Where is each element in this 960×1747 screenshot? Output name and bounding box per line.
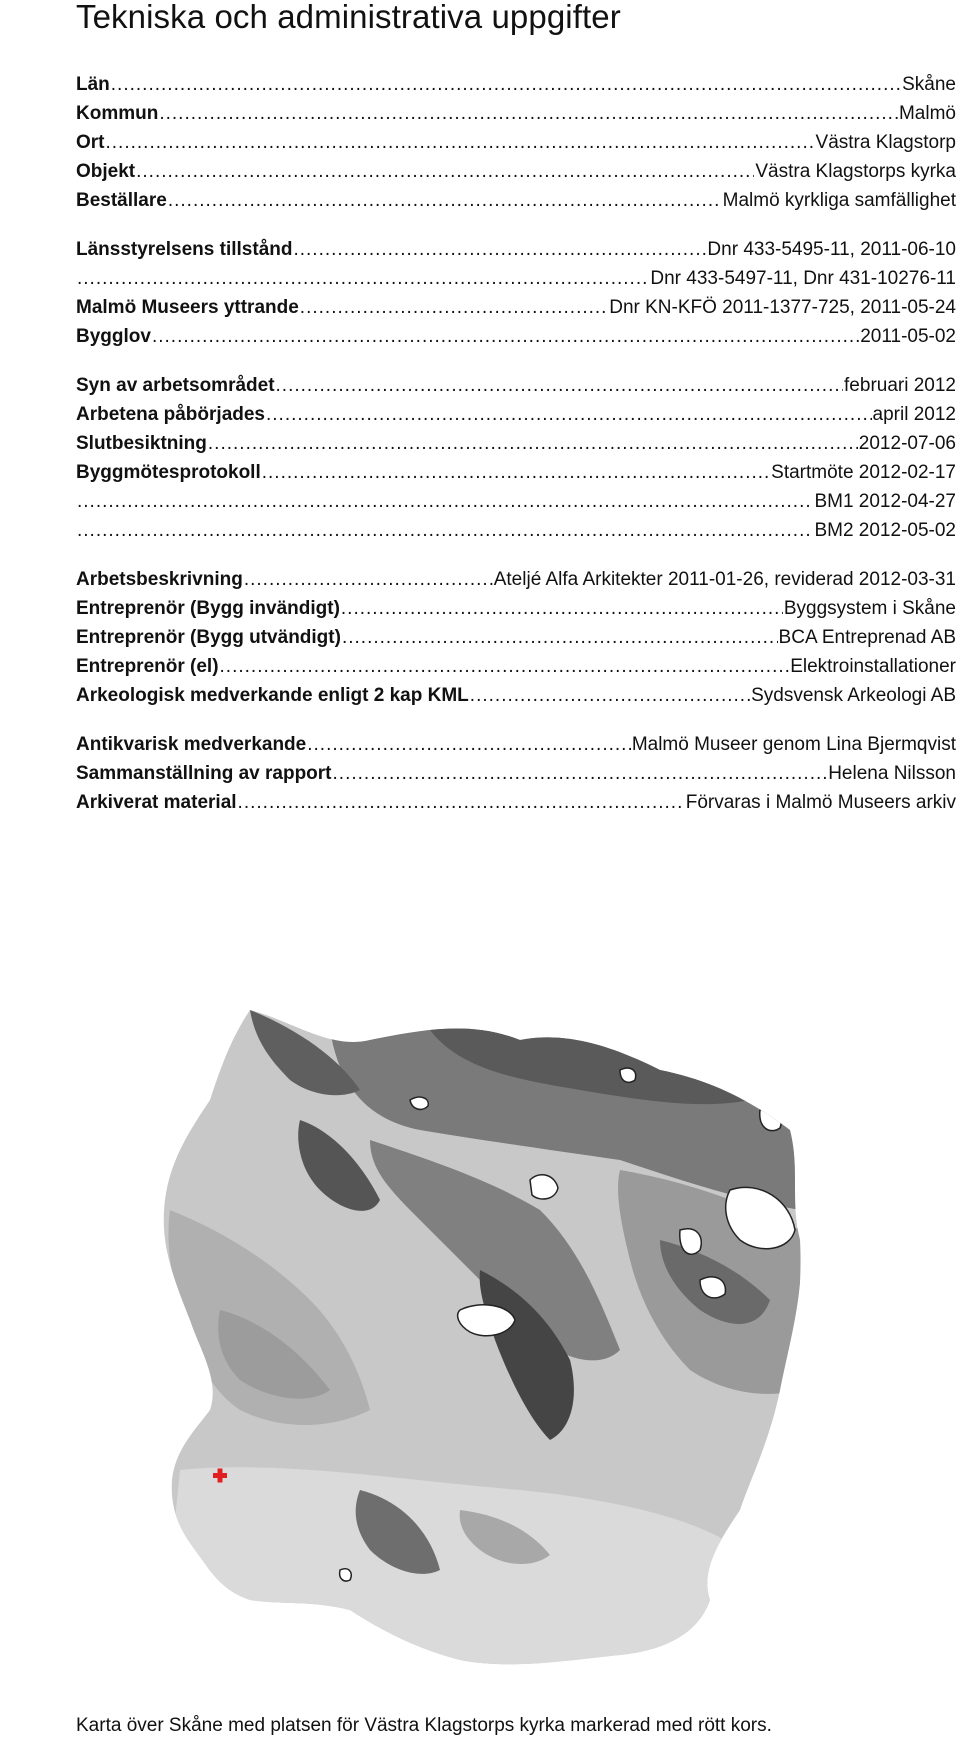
dot-leader xyxy=(77,490,813,514)
info-row-objekt xyxy=(76,155,956,184)
row-value: Skåne xyxy=(902,74,956,95)
info-row-bestallare xyxy=(76,184,956,213)
row-value: Ateljé Alfa Arkitekter 2011-01-26, reviderad 2012-03-31 xyxy=(493,569,956,590)
map-relief xyxy=(100,1010,900,1670)
row-label: Entreprenör (el) xyxy=(76,656,219,677)
row-label: Entreprenör (Bygg utvändigt) xyxy=(76,627,341,648)
row-label: Arkiverat material xyxy=(76,792,237,813)
dot-leader xyxy=(333,762,828,786)
row-value: BCA Entreprenad AB xyxy=(778,627,956,648)
row-value: Västra Klagstorp xyxy=(815,132,956,153)
info-row-lan xyxy=(76,68,956,97)
row-value: Byggsystem i Skåne xyxy=(783,598,956,619)
info-list xyxy=(76,68,956,815)
info-row-antikvarisk xyxy=(76,728,956,757)
info-row-entreprenor-utvandigt xyxy=(76,621,956,650)
row-label: Ort xyxy=(76,132,105,153)
row-value: april 2012 xyxy=(872,404,956,425)
info-row-sammanstallning xyxy=(76,757,956,786)
row-label: Byggmötesprotokoll xyxy=(76,462,261,483)
info-row-byggmote xyxy=(76,456,956,485)
dot-leader xyxy=(307,733,631,757)
dot-leader xyxy=(168,189,722,213)
dot-leader xyxy=(220,655,790,679)
row-label: Länsstyrelsens tillstånd xyxy=(76,239,293,260)
row-value: Startmöte 2012-02-17 xyxy=(771,462,956,483)
dot-leader xyxy=(342,626,778,650)
row-value: Elektroinstallationer xyxy=(790,656,956,677)
dot-leader xyxy=(77,519,813,543)
info-row-bm1 xyxy=(76,485,956,514)
map-caption: Karta över Skåne med platsen för Västra Klagstorps kyrka markerad med rött kors. xyxy=(76,1715,772,1736)
row-label: Slutbesiktning xyxy=(76,433,207,454)
row-value: Förvaras i Malmö Museers arkiv xyxy=(685,792,956,813)
dot-leader xyxy=(244,568,493,592)
info-row-lansstyrelsen-2 xyxy=(76,262,956,291)
row-label: Arbetena påbörjades xyxy=(76,404,265,425)
dot-leader xyxy=(293,238,706,262)
info-row-arkeologisk xyxy=(76,679,956,708)
row-value: BM1 2012-04-27 xyxy=(814,491,956,512)
row-value: Sydsvensk Arkeologi AB xyxy=(751,685,956,706)
row-value: Dnr KN-KFÖ 2011-1377-725, 2011-05-24 xyxy=(609,297,956,318)
row-value: 2012-07-06 xyxy=(858,433,956,454)
row-label: Malmö Museers yttrande xyxy=(76,297,299,318)
row-value: Dnr 433-5497-11, Dnr 431-10276-11 xyxy=(650,268,956,289)
info-row-entreprenor-el xyxy=(76,650,956,679)
dot-leader xyxy=(106,131,815,155)
dot-leader xyxy=(136,160,754,184)
row-label: Bygglov xyxy=(76,326,151,347)
info-row-lansstyrelsen xyxy=(76,233,956,262)
info-row-syn xyxy=(76,369,956,398)
dot-leader xyxy=(262,461,770,485)
info-row-bygglov xyxy=(76,320,956,349)
row-label: Syn av arbetsområdet xyxy=(76,375,275,396)
info-row-bm2 xyxy=(76,514,956,543)
dot-leader xyxy=(208,432,858,456)
info-row-entreprenor-invandigt xyxy=(76,592,956,621)
dot-leader xyxy=(111,73,901,97)
row-value: Malmö kyrkliga samfällighet xyxy=(722,190,956,211)
row-label: Beställare xyxy=(76,190,167,211)
dot-leader xyxy=(341,597,783,621)
info-row-ort xyxy=(76,126,956,155)
row-value: 2011-05-02 xyxy=(860,326,956,347)
row-value: februari 2012 xyxy=(844,375,956,396)
row-label: Antikvarisk medverkande xyxy=(76,734,307,755)
row-label: Län xyxy=(76,74,110,95)
dot-leader xyxy=(300,296,608,320)
row-value: Dnr 433-5495-11, 2011-06-10 xyxy=(707,239,956,260)
row-label: Entreprenör (Bygg invändigt) xyxy=(76,598,340,619)
info-row-arkiverat xyxy=(76,786,956,815)
dot-leader xyxy=(152,325,859,349)
page-title: Tekniska och administrativa uppgifter xyxy=(76,0,621,35)
skane-map xyxy=(100,1010,900,1670)
row-value: Malmö Museer genom Lina Bjermqvist xyxy=(631,734,956,755)
info-row-malmo-museer xyxy=(76,291,956,320)
row-value: BM2 2012-05-02 xyxy=(814,520,956,541)
row-label: Arbetsbeskrivning xyxy=(76,569,243,590)
info-row-slutbesiktning xyxy=(76,427,956,456)
dot-leader xyxy=(276,374,844,398)
dot-leader xyxy=(470,684,750,708)
row-label: Objekt xyxy=(76,161,136,182)
row-label: Arkeologisk medverkande enligt 2 kap KML xyxy=(76,685,469,706)
info-row-arbetsbeskrivning xyxy=(76,563,956,592)
row-value: Västra Klagstorps kyrka xyxy=(755,161,956,182)
row-value: Malmö xyxy=(898,103,956,124)
info-row-paborjades xyxy=(76,398,956,427)
row-value: Helena Nilsson xyxy=(828,763,956,784)
dot-leader xyxy=(266,403,872,427)
info-row-kommun xyxy=(76,97,956,126)
dot-leader xyxy=(238,791,685,815)
row-label: Kommun xyxy=(76,103,159,124)
dot-leader xyxy=(159,102,898,126)
dot-leader xyxy=(77,267,649,291)
row-label: Sammanställning av rapport xyxy=(76,763,332,784)
